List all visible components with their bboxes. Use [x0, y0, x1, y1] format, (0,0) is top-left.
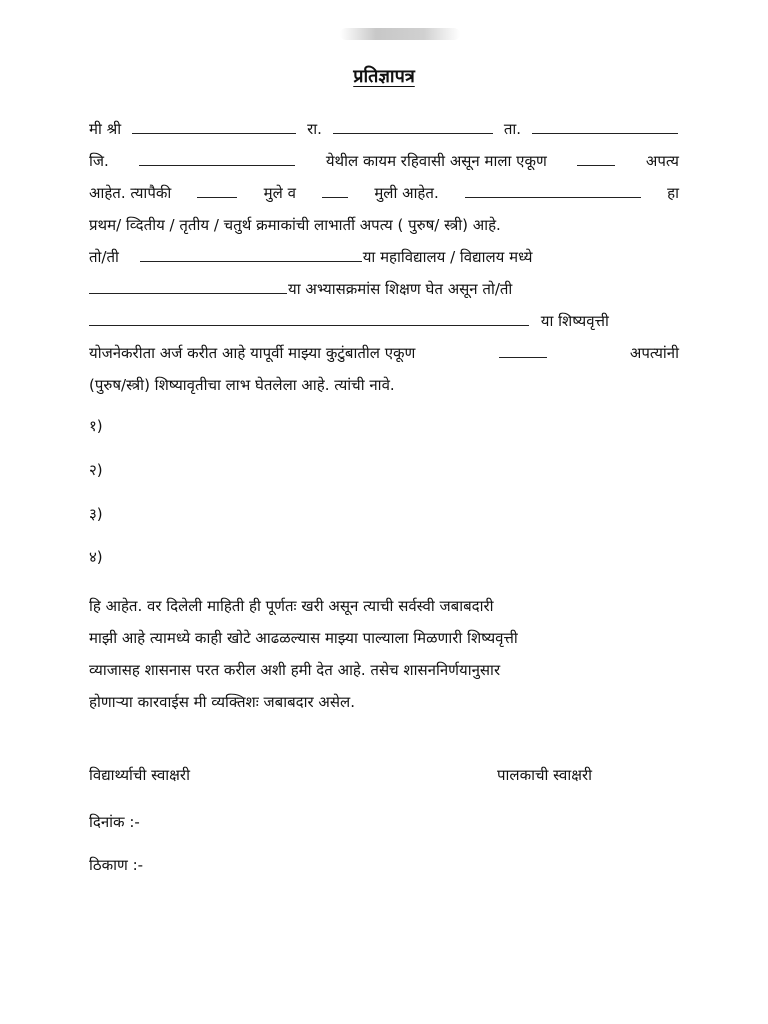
place-label: ठिकाण :- — [89, 856, 144, 874]
form-line-8 — [89, 337, 679, 369]
student-signature-label: विद्यार्थ्याची स्वाक्षरी — [89, 766, 190, 784]
course-text: या अभ्यासक्रमांस शिक्षण घेत असून तो/ती — [288, 280, 513, 298]
numbered-item: १) — [89, 417, 103, 435]
benefit-text: (पुरुष/स्त्री) शिष्यावृतीचा लाभ घेतलेला आहे. त्यांची नावे. — [89, 376, 395, 394]
residence-blank — [333, 115, 493, 134]
form-line-5 — [89, 241, 679, 273]
course-blank — [89, 275, 287, 294]
numbered-item: २) — [89, 461, 103, 479]
previous-children-blank — [499, 339, 547, 358]
name-prefix: मी श्री — [89, 120, 122, 138]
declaration-line: होणाऱ्या कारवाईस मी व्यक्तिशः जबाबदार असेल. — [89, 693, 355, 711]
college-text: या महाविद्यालय / विद्यालय मध्ये — [362, 248, 533, 266]
form-line-6 — [89, 273, 679, 305]
children-label: अपत्य — [645, 152, 679, 170]
document-title: प्रतिज्ञापत्र — [353, 66, 415, 87]
declaration-paragraph — [89, 590, 679, 718]
he-she-label: तो/ती — [89, 248, 119, 266]
resident-text: येथील कायम रहिवासी असून माला एकूण — [325, 152, 547, 170]
form-line-1 — [89, 113, 679, 145]
children-plural-label: अपत्यांनी — [629, 344, 679, 362]
child-name-blank — [465, 179, 641, 198]
district-blank — [139, 147, 295, 166]
form-line-2 — [89, 145, 679, 177]
form-line-9 — [89, 369, 679, 401]
scan-smudge — [340, 28, 460, 40]
declaration-line: व्याजासह शासनास परत करील अशी हमी देत आहे. तसेच शासननिर्णयानुसार — [89, 661, 501, 679]
of-which-text: आहेत. त्यापैकी — [89, 184, 172, 202]
residence-label: रा. — [307, 120, 322, 138]
numbered-item: ४) — [89, 548, 103, 566]
declaration-line: माझी आहे त्यामध्ये काही खोटे आढळल्यास माझ्या पाल्याला मिळणारी शिष्यवृत्ती — [89, 629, 518, 647]
district-label: जि. — [89, 152, 109, 170]
sons-blank — [197, 179, 237, 198]
birth-order-text: प्रथम/ व्दितीय / तृतीय / चतुर्थ क्रमाकांची लाभार्ती अपत्य ( पुरुष/ स्त्री) आहे. — [89, 216, 501, 234]
scholarship-name-blank — [89, 307, 529, 326]
declaration-line: हि आहेत. वर दिलेली माहिती ही पूर्णतः खरी असून त्याची सर्वस्वी जबाबदारी — [89, 597, 494, 615]
taluka-label: ता. — [503, 120, 522, 138]
application-text: योजनेकरीता अर्ज करीत आहे यापूर्वी माझ्या कुटुंबातील एकूण — [89, 344, 416, 362]
this-label: हा — [667, 184, 679, 202]
form-body — [89, 113, 679, 401]
scholarship-text: या शिष्यवृत्ती — [540, 312, 609, 330]
taluka-blank — [532, 115, 678, 134]
name-blank — [132, 115, 296, 134]
daughters-label: मुली आहेत. — [374, 184, 439, 202]
form-line-3 — [89, 177, 679, 209]
daughters-blank — [322, 179, 348, 198]
sons-label: मुले व — [263, 184, 296, 202]
parent-signature-label: पालकाची स्वाक्षरी — [497, 766, 592, 784]
form-line-4 — [89, 209, 679, 241]
college-blank — [140, 243, 362, 262]
date-label: दिनांक :- — [89, 813, 140, 831]
total-children-blank — [577, 147, 615, 166]
form-line-7 — [89, 305, 679, 337]
numbered-item: ३) — [89, 505, 103, 523]
